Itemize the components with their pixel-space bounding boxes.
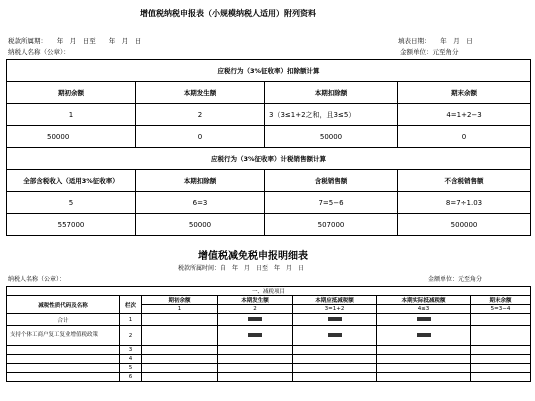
redacted-cell	[293, 314, 377, 326]
section2-header: 本期扣除额	[136, 170, 265, 192]
section2-code-row	[7, 192, 531, 214]
table-row	[7, 364, 531, 373]
section2-code: 8=7÷1.03	[398, 192, 531, 214]
empty-cell	[218, 346, 293, 355]
redacted-cell	[218, 326, 293, 346]
redaction-block	[328, 317, 342, 321]
table-row	[7, 346, 531, 355]
table-row	[7, 326, 531, 346]
section2-title-row	[7, 148, 531, 170]
empty-cell	[377, 355, 471, 364]
form2-col-name: 减税性质代码及名称	[7, 296, 120, 314]
form1-unit: 金额单位：元至角分	[400, 48, 459, 56]
empty-cell	[377, 364, 471, 373]
form2-col-header: 期末余额	[471, 296, 531, 305]
row-number: 3	[120, 346, 142, 355]
section1-header-row	[7, 82, 531, 104]
section2-code: 7=5−6	[265, 192, 398, 214]
section1-value: 50000	[7, 126, 136, 148]
empty-cell	[142, 314, 218, 326]
section1-value: 0	[398, 126, 531, 148]
section2-code: 5	[7, 192, 136, 214]
form2-col-header: 本期发生额	[218, 296, 293, 305]
redaction-block	[328, 333, 342, 337]
section2-header: 不含税销售额	[398, 170, 531, 192]
empty-cell	[377, 346, 471, 355]
section2-value: 500000	[398, 214, 531, 236]
form2-col-code: 1	[142, 305, 218, 314]
form2-col-header: 本期实际抵减税额	[377, 296, 471, 305]
section1-header: 本期发生额	[136, 82, 265, 104]
form2-col-rownum: 栏次	[120, 296, 142, 314]
redacted-cell	[218, 314, 293, 326]
form2-section-title: 一、减税项目	[7, 287, 531, 296]
redacted-cell	[293, 326, 377, 346]
empty-cell	[471, 355, 531, 364]
section1-title: 应税行为（3%征收率）扣除额计算	[7, 60, 531, 82]
form1-title: 增值税纳税申报表（小规模纳税人适用）附列资料	[140, 9, 316, 18]
section2-header: 含税销售额	[265, 170, 398, 192]
row-number: 5	[120, 364, 142, 373]
form2-col-header: 本期应抵减税额	[293, 296, 377, 305]
row-name	[7, 373, 120, 382]
form2-col-code: 2	[218, 305, 293, 314]
redacted-cell	[377, 326, 471, 346]
empty-cell	[218, 355, 293, 364]
form1-fill-date: 填表日期： 年 月 日	[398, 37, 473, 45]
section2-value: 557000	[7, 214, 136, 236]
section2-title: 应税行为（3%征收率）计税销售额计算	[7, 148, 531, 170]
section1-value: 50000	[265, 126, 398, 148]
form2-title: 增值税减免税申报明细表	[198, 251, 308, 262]
table-row	[7, 373, 531, 382]
row-name	[7, 364, 120, 373]
section1-code-row	[7, 104, 531, 126]
section1-value: 0	[136, 126, 265, 148]
row-name	[7, 355, 120, 364]
empty-cell	[142, 326, 218, 346]
section2-value-row	[7, 214, 531, 236]
form2-taxpayer: 纳税人名称（公章）：	[8, 276, 66, 283]
empty-cell	[142, 355, 218, 364]
section2-code: 6=3	[136, 192, 265, 214]
form2-unit: 金额单位：元至角分	[428, 276, 483, 283]
empty-cell	[218, 373, 293, 382]
section1-value-row	[7, 126, 531, 148]
empty-cell	[293, 355, 377, 364]
redacted-cell	[377, 314, 471, 326]
empty-cell	[142, 373, 218, 382]
row-number: 1	[120, 314, 142, 326]
empty-cell	[142, 346, 218, 355]
section1-code: 1	[7, 104, 136, 126]
form1-table	[6, 59, 531, 236]
form2-col-header: 期初余额	[142, 296, 218, 305]
form2-col-code: 4≤3	[377, 305, 471, 314]
row-name	[7, 346, 120, 355]
section2-header-row	[7, 170, 531, 192]
empty-cell	[471, 326, 531, 346]
section1-code: 2	[136, 104, 265, 126]
table-row	[7, 355, 531, 364]
empty-cell	[471, 346, 531, 355]
empty-cell	[293, 364, 377, 373]
empty-cell	[471, 364, 531, 373]
empty-cell	[293, 373, 377, 382]
form2-period: 税款所属时间：自 年 月 日至 年 月 日	[178, 265, 305, 272]
row-number: 2	[120, 326, 142, 346]
redaction-block	[417, 317, 431, 321]
row-name: 合计	[7, 314, 120, 326]
form2-col-code: 5=3−4	[471, 305, 531, 314]
section1-code: 4=1+2−3	[398, 104, 531, 126]
section1-title-row	[7, 60, 531, 82]
redaction-block	[248, 333, 262, 337]
empty-cell	[471, 314, 531, 326]
form2-header-row	[7, 296, 531, 305]
empty-cell	[142, 364, 218, 373]
section1-header: 期初余额	[7, 82, 136, 104]
row-number: 6	[120, 373, 142, 382]
section2-header: 全部含税收入（适用3%征收率）	[7, 170, 136, 192]
empty-cell	[471, 373, 531, 382]
row-name: 支持个体工商户复工复业增值税政策	[7, 326, 120, 346]
section2-value: 50000	[136, 214, 265, 236]
form2-col-code: 3=1+2	[293, 305, 377, 314]
table-row	[7, 314, 531, 326]
redaction-block	[248, 317, 262, 321]
section1-header: 本期扣除额	[265, 82, 398, 104]
row-number: 4	[120, 355, 142, 364]
section2-value: 507000	[265, 214, 398, 236]
empty-cell	[293, 346, 377, 355]
form1-taxpayer: 纳税人名称（公章）：	[8, 48, 70, 56]
redaction-block	[417, 333, 431, 337]
form2-table	[6, 286, 531, 382]
empty-cell	[218, 364, 293, 373]
form1-period: 税款所属期： 年 月 日至 年 月 日	[8, 37, 142, 45]
empty-cell	[377, 373, 471, 382]
section1-code: 3（3≤1+2之和，且3≤5）	[265, 104, 398, 126]
form2-section-row	[7, 287, 531, 296]
section1-header: 期末余额	[398, 82, 531, 104]
